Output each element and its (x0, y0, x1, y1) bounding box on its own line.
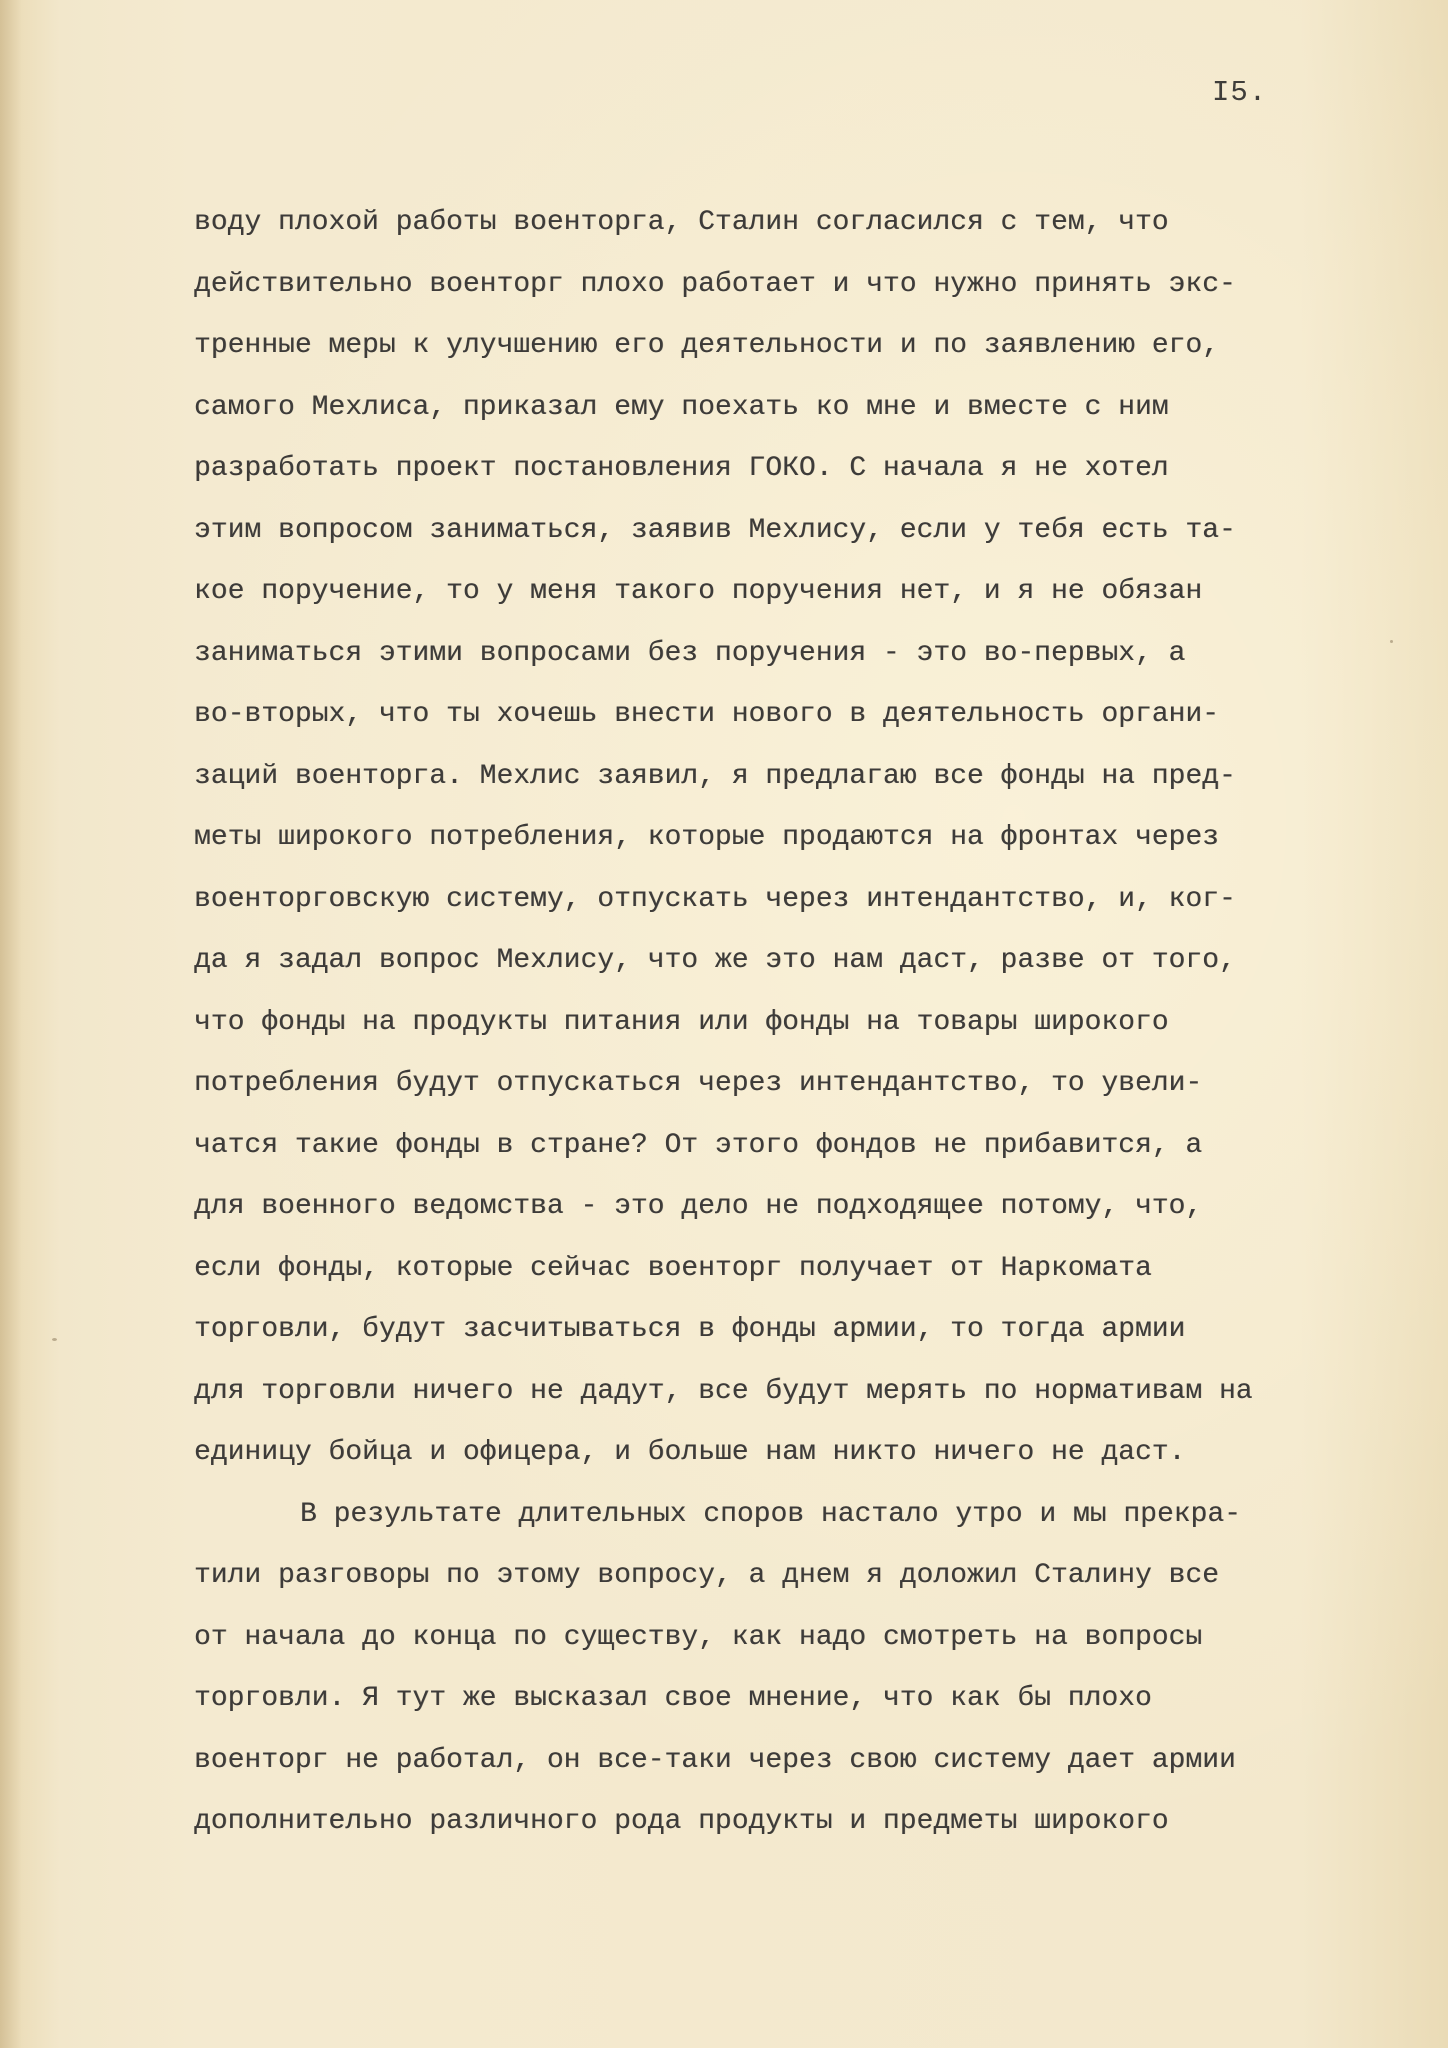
text-line: В результате длительных споров настало утро и мы прекра- (300, 1498, 1241, 1530)
text-line: для военного ведомства - это дело не подходящее потому, что, (194, 1191, 1203, 1222)
text-line: военторговскую систему, отпускать через интендантство, и, ког- (194, 883, 1236, 915)
text-line: торговли, будут засчитываться в фонды армии, то тогда армии (194, 1314, 1186, 1345)
page-number: I5. (1212, 76, 1268, 109)
text-line: тренные меры к улучшению его деятельности и по заявлению его, (194, 330, 1219, 361)
typewritten-text (194, 200, 1426, 1861)
paper-speck (52, 1338, 57, 1341)
text-line: военторг не работал, он все-таки через свою систему дает армии (194, 1744, 1236, 1776)
text-line: действительно военторг плохо работает и что нужно принять экс- (194, 268, 1236, 300)
text-line: для торговли ничего не дадут, все будут мерять по нормативам на (194, 1375, 1253, 1407)
text-line: меты широкого потребления, которые продаются на фронтах через (194, 822, 1219, 853)
text-line: да я задал вопрос Мехлису, что же это нам даст, разве от того, (194, 945, 1236, 976)
text-line: если фонды, которые сейчас военторг получает от Наркомата (194, 1252, 1152, 1284)
text-line: потребления будут отпускаться через интендантство, то увели- (194, 1068, 1203, 1099)
text-line: кое поручение, то у меня такого поручения нет, и я не обязан (194, 576, 1203, 607)
text-line: воду плохой работы военторга, Сталин согласился с тем, что (194, 207, 1169, 238)
text-line: что фонды на продукты питания или фонды на товары широкого (194, 1006, 1169, 1038)
text-line: от начала до конца по существу, как надо смотреть на вопросы (194, 1621, 1203, 1653)
text-line: чатся такие фонды в стране? От этого фондов не прибавится, а (194, 1129, 1203, 1161)
text-line: этим вопросом заниматься, заявив Мехлису, если у тебя есть та- (194, 514, 1236, 546)
text-line: заниматься этими вопросами без поручения - это во-первых, а (194, 637, 1186, 669)
text-line: единицу бойца и офицера, и больше нам никто ничего не даст. (194, 1437, 1186, 1468)
text-line: дополнительно различного рода продукты и предметы широкого (194, 1806, 1169, 1837)
text-line: во-вторых, что ты хочешь внести нового в деятельность органи- (194, 699, 1219, 730)
text-line: заций военторга. Мехлис заявил, я предлагаю все фонды на пред- (194, 760, 1236, 792)
text-line: разработать проект постановления ГОКО. С начала я не хотел (194, 453, 1169, 484)
text-line: тили разговоры по этому вопросу, а днем я доложил Сталину все (194, 1560, 1219, 1591)
text-line: самого Мехлиса, приказал ему поехать ко мне и вместе с ним (194, 391, 1169, 423)
page-edge-shadow (0, 0, 22, 2048)
text-line: торговли. Я тут же высказал свое мнение, что как бы плохо (194, 1683, 1152, 1714)
